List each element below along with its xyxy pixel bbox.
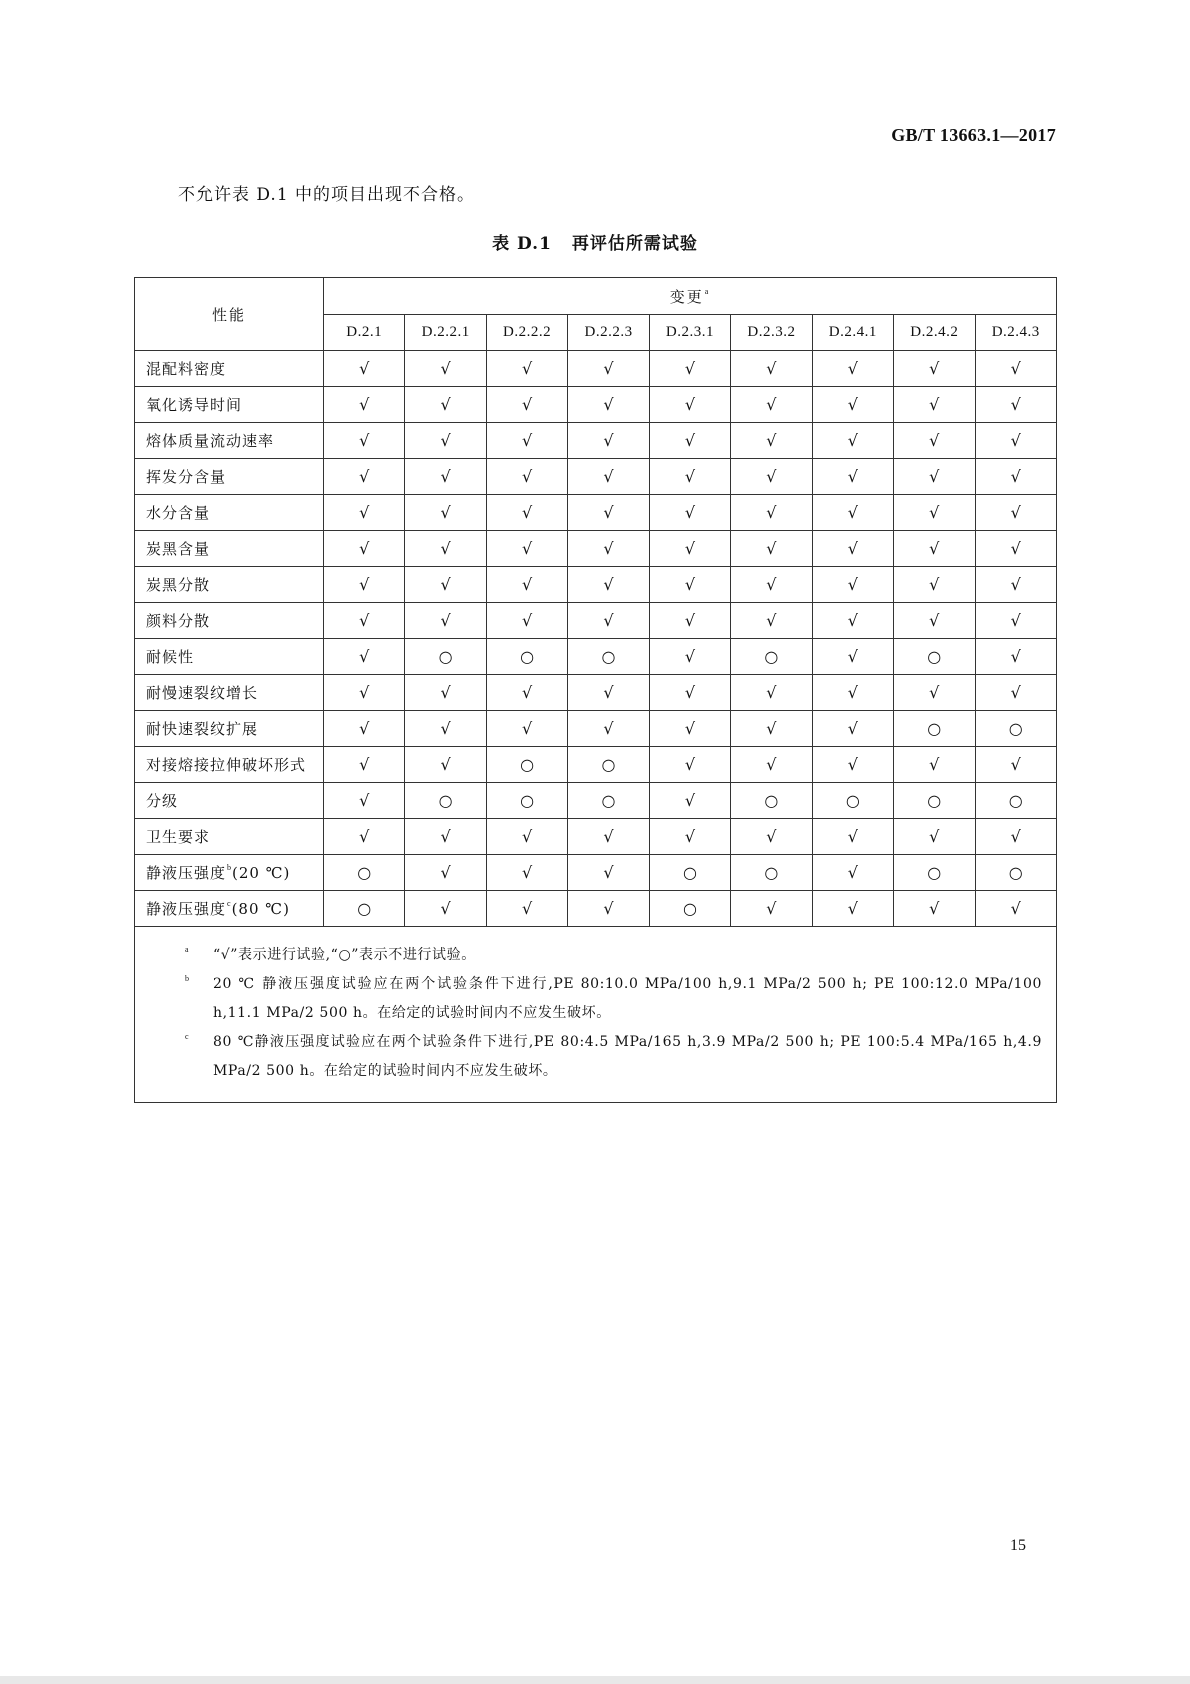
property-name-cell: [135, 531, 324, 567]
property-name-cell: [135, 675, 324, 711]
property-name: 静液压强度: [146, 900, 227, 918]
property-name: 耐快速裂纹扩展: [146, 720, 259, 738]
test-required-mark: √: [812, 567, 893, 603]
table-notes: [135, 927, 1057, 1103]
test-required-mark: √: [649, 459, 730, 495]
table-row: [135, 819, 1057, 855]
property-condition: (20 ℃): [232, 864, 291, 882]
table-row: [135, 531, 1057, 567]
test-required-mark: √: [405, 387, 486, 423]
test-not-required-mark: ○: [405, 639, 486, 675]
test-required-mark: √: [731, 351, 812, 387]
test-required-mark: √: [731, 747, 812, 783]
table-title: [0, 229, 1190, 254]
test-required-mark: √: [324, 387, 405, 423]
property-name-cell: [135, 495, 324, 531]
test-required-mark: √: [649, 603, 730, 639]
intro-paragraph: 不允许表 D.1 中的项目出现不合格。: [178, 185, 476, 205]
test-required-mark: √: [568, 819, 649, 855]
test-required-mark: √: [975, 423, 1057, 459]
note-text: 20 ℃ 静液压强度试验应在两个试验条件下进行,PE 80:10.0 MPa/100 h,9.1 MPa/2 500 h; PE 100:12.0 MPa/100 h,11.1 MPa/2 500 h。在给定的试验时间内不应发生破坏。: [213, 976, 1042, 1021]
property-name-cell: [135, 459, 324, 495]
property-name-cell: [135, 423, 324, 459]
test-required-mark: √: [405, 351, 486, 387]
test-required-mark: √: [649, 351, 730, 387]
property-name-cell: [135, 819, 324, 855]
test-required-mark: √: [486, 603, 567, 639]
test-not-required-mark: ○: [486, 639, 567, 675]
column-header: D.2.4.2: [894, 315, 975, 351]
property-name-cell: [135, 891, 324, 927]
test-required-mark: √: [731, 819, 812, 855]
table-row: [135, 603, 1057, 639]
test-required-mark: √: [812, 495, 893, 531]
property-name-cell: [135, 603, 324, 639]
test-required-mark: √: [731, 603, 812, 639]
table-row: [135, 891, 1057, 927]
test-required-mark: √: [975, 747, 1057, 783]
property-name: 熔体质量流动速率: [146, 432, 275, 450]
test-required-mark: √: [486, 423, 567, 459]
note-text: 80 ℃静液压强度试验应在两个试验条件下进行,PE 80:4.5 MPa/165 h,3.9 MPa/2 500 h; PE 100:5.4 MPa/165 h,4.9 MPa/2 500 h。在给定的试验时间内不应发生破坏。: [213, 1034, 1042, 1079]
test-required-mark: √: [324, 783, 405, 819]
test-required-mark: √: [568, 531, 649, 567]
table-note: [149, 970, 1042, 1028]
test-required-mark: √: [568, 891, 649, 927]
test-required-mark: √: [975, 387, 1057, 423]
property-name: 耐候性: [146, 648, 195, 666]
test-not-required-mark: ○: [568, 639, 649, 675]
table-row: [135, 711, 1057, 747]
test-required-mark: √: [486, 891, 567, 927]
test-not-required-mark: ○: [568, 747, 649, 783]
test-required-mark: √: [486, 855, 567, 891]
table-note: [149, 941, 1042, 970]
table-name: 再评估所需试验: [571, 234, 698, 254]
table-row: [135, 387, 1057, 423]
property-name: 分级: [146, 792, 179, 810]
test-required-mark: √: [568, 675, 649, 711]
test-required-mark: √: [324, 459, 405, 495]
column-header: D.2.4.1: [812, 315, 893, 351]
test-required-mark: √: [324, 675, 405, 711]
test-required-mark: √: [731, 711, 812, 747]
property-name: 卫生要求: [146, 828, 211, 846]
property-name: 水分含量: [146, 504, 211, 522]
column-header: D.2.4.3: [975, 315, 1057, 351]
test-required-mark: √: [649, 711, 730, 747]
test-not-required-mark: ○: [731, 639, 812, 675]
test-not-required-mark: ○: [731, 783, 812, 819]
test-required-mark: √: [731, 567, 812, 603]
property-name-cell: [135, 711, 324, 747]
test-required-mark: √: [894, 891, 975, 927]
footnote-mark: b: [227, 863, 233, 872]
property-name: 颜料分散: [146, 612, 211, 630]
table-row: [135, 675, 1057, 711]
test-required-mark: √: [731, 459, 812, 495]
property-name: 挥发分含量: [146, 468, 227, 486]
test-required-mark: √: [405, 819, 486, 855]
test-required-mark: √: [324, 423, 405, 459]
test-required-mark: √: [405, 711, 486, 747]
column-header: D.2.2.1: [405, 315, 486, 351]
test-required-mark: √: [975, 459, 1057, 495]
test-not-required-mark: ○: [486, 747, 567, 783]
column-header: D.2.2.2: [486, 315, 567, 351]
test-required-mark: √: [649, 531, 730, 567]
test-required-mark: √: [324, 639, 405, 675]
test-required-mark: √: [486, 387, 567, 423]
table-row: [135, 495, 1057, 531]
test-required-mark: √: [975, 603, 1057, 639]
test-not-required-mark: ○: [894, 783, 975, 819]
test-required-mark: √: [486, 495, 567, 531]
test-required-mark: √: [731, 495, 812, 531]
table-number: 表 D.1: [492, 234, 552, 254]
test-required-mark: √: [731, 387, 812, 423]
column-header: D.2.2.3: [568, 315, 649, 351]
test-required-mark: √: [405, 531, 486, 567]
notes-row: [135, 927, 1057, 1103]
test-required-mark: √: [324, 567, 405, 603]
test-required-mark: √: [486, 531, 567, 567]
test-required-mark: √: [812, 675, 893, 711]
test-required-mark: √: [568, 495, 649, 531]
test-required-mark: √: [975, 567, 1057, 603]
test-required-mark: √: [568, 855, 649, 891]
test-required-mark: √: [894, 747, 975, 783]
table-note: [149, 1028, 1042, 1086]
test-required-mark: √: [812, 747, 893, 783]
test-required-mark: √: [731, 675, 812, 711]
test-not-required-mark: ○: [324, 891, 405, 927]
test-required-mark: √: [812, 351, 893, 387]
table-body: [135, 351, 1057, 927]
test-not-required-mark: ○: [731, 855, 812, 891]
test-required-mark: √: [568, 387, 649, 423]
test-required-mark: √: [405, 855, 486, 891]
test-required-mark: √: [731, 531, 812, 567]
test-required-mark: √: [812, 531, 893, 567]
test-not-required-mark: ○: [894, 639, 975, 675]
test-not-required-mark: ○: [975, 855, 1057, 891]
property-name: 对接熔接拉伸破坏形式: [146, 756, 307, 774]
footnote-mark: c: [227, 899, 232, 908]
property-name-cell: [135, 855, 324, 891]
test-required-mark: √: [324, 351, 405, 387]
test-required-mark: √: [812, 639, 893, 675]
test-not-required-mark: ○: [649, 891, 730, 927]
test-required-mark: √: [894, 495, 975, 531]
test-required-mark: √: [894, 387, 975, 423]
footnote-mark: a: [704, 286, 711, 296]
test-required-mark: √: [568, 567, 649, 603]
test-required-mark: √: [324, 603, 405, 639]
test-required-mark: √: [405, 423, 486, 459]
test-required-mark: √: [324, 495, 405, 531]
column-header: D.2.1: [324, 315, 405, 351]
column-header: D.2.3.2: [731, 315, 812, 351]
test-required-mark: √: [731, 423, 812, 459]
property-column-header: 性能: [135, 278, 324, 351]
test-required-mark: √: [649, 819, 730, 855]
test-required-mark: √: [405, 603, 486, 639]
note-text: “√”表示进行试验,“○”表示不进行试验。: [213, 947, 476, 963]
test-required-mark: √: [894, 675, 975, 711]
test-required-mark: √: [894, 351, 975, 387]
test-required-mark: √: [894, 423, 975, 459]
note-mark: b: [185, 974, 189, 983]
test-not-required-mark: ○: [324, 855, 405, 891]
test-required-mark: √: [324, 711, 405, 747]
test-required-mark: √: [486, 819, 567, 855]
test-required-mark: √: [649, 567, 730, 603]
column-header: D.2.3.1: [649, 315, 730, 351]
property-name-cell: [135, 639, 324, 675]
property-condition: (80 ℃): [231, 900, 290, 918]
test-required-mark: √: [405, 891, 486, 927]
note-mark: c: [185, 1032, 189, 1041]
test-required-mark: √: [568, 351, 649, 387]
test-not-required-mark: ○: [405, 783, 486, 819]
test-required-mark: √: [405, 747, 486, 783]
test-required-mark: √: [486, 351, 567, 387]
test-required-mark: √: [812, 711, 893, 747]
test-required-mark: √: [486, 675, 567, 711]
test-required-mark: √: [568, 423, 649, 459]
test-required-mark: √: [812, 423, 893, 459]
variation-group-header: [324, 278, 1057, 315]
test-required-mark: √: [975, 495, 1057, 531]
property-name-cell: [135, 747, 324, 783]
test-required-mark: √: [894, 459, 975, 495]
property-name-cell: [135, 567, 324, 603]
property-name: 炭黑含量: [146, 540, 211, 558]
test-required-mark: √: [649, 783, 730, 819]
test-required-mark: √: [324, 819, 405, 855]
property-name: 炭黑分散: [146, 576, 211, 594]
test-required-mark: √: [812, 603, 893, 639]
test-required-mark: √: [486, 711, 567, 747]
property-name: 静液压强度: [146, 864, 227, 882]
test-required-mark: √: [975, 675, 1057, 711]
test-required-mark: √: [324, 531, 405, 567]
test-required-mark: √: [649, 747, 730, 783]
test-required-mark: √: [812, 855, 893, 891]
test-required-mark: √: [568, 603, 649, 639]
property-name: 混配料密度: [146, 360, 227, 378]
test-required-mark: √: [568, 459, 649, 495]
table-row: [135, 351, 1057, 387]
test-not-required-mark: ○: [649, 855, 730, 891]
test-required-mark: √: [649, 387, 730, 423]
test-required-mark: √: [649, 639, 730, 675]
retest-requirements-table: [134, 277, 1057, 1103]
table-row: [135, 423, 1057, 459]
test-required-mark: √: [324, 747, 405, 783]
test-required-mark: √: [649, 675, 730, 711]
table-row: [135, 567, 1057, 603]
property-name: 氧化诱导时间: [146, 396, 243, 414]
note-mark: a: [185, 945, 189, 954]
page-number: 15: [1010, 1537, 1026, 1554]
test-required-mark: √: [649, 423, 730, 459]
test-not-required-mark: ○: [894, 855, 975, 891]
test-required-mark: √: [894, 603, 975, 639]
test-required-mark: √: [405, 567, 486, 603]
test-required-mark: √: [894, 531, 975, 567]
test-required-mark: √: [812, 891, 893, 927]
test-required-mark: √: [894, 819, 975, 855]
test-required-mark: √: [405, 675, 486, 711]
property-name-cell: [135, 351, 324, 387]
test-required-mark: √: [568, 711, 649, 747]
table-row: [135, 747, 1057, 783]
test-required-mark: √: [812, 387, 893, 423]
test-required-mark: √: [405, 459, 486, 495]
standard-code: GB/T 13663.1—2017: [891, 125, 1056, 145]
property-name: 耐慢速裂纹增长: [146, 684, 259, 702]
test-required-mark: √: [405, 495, 486, 531]
test-required-mark: √: [975, 819, 1057, 855]
test-required-mark: √: [812, 459, 893, 495]
test-not-required-mark: ○: [975, 783, 1057, 819]
table-row: [135, 855, 1057, 891]
test-required-mark: √: [975, 639, 1057, 675]
table-row: [135, 459, 1057, 495]
test-not-required-mark: ○: [894, 711, 975, 747]
test-required-mark: √: [975, 891, 1057, 927]
test-required-mark: √: [812, 819, 893, 855]
test-required-mark: √: [486, 459, 567, 495]
bottom-edge-bar: [0, 1676, 1190, 1684]
test-required-mark: √: [894, 567, 975, 603]
property-name-cell: [135, 387, 324, 423]
table-row: [135, 783, 1057, 819]
variation-header-label: 变更: [669, 287, 704, 306]
test-required-mark: √: [649, 495, 730, 531]
test-not-required-mark: ○: [486, 783, 567, 819]
header-row-top: [135, 278, 1057, 315]
test-required-mark: √: [486, 567, 567, 603]
test-required-mark: √: [975, 531, 1057, 567]
test-not-required-mark: ○: [568, 783, 649, 819]
property-name-cell: [135, 783, 324, 819]
test-required-mark: √: [975, 351, 1057, 387]
test-not-required-mark: ○: [812, 783, 893, 819]
test-not-required-mark: ○: [975, 711, 1057, 747]
table-row: [135, 639, 1057, 675]
test-required-mark: √: [731, 891, 812, 927]
